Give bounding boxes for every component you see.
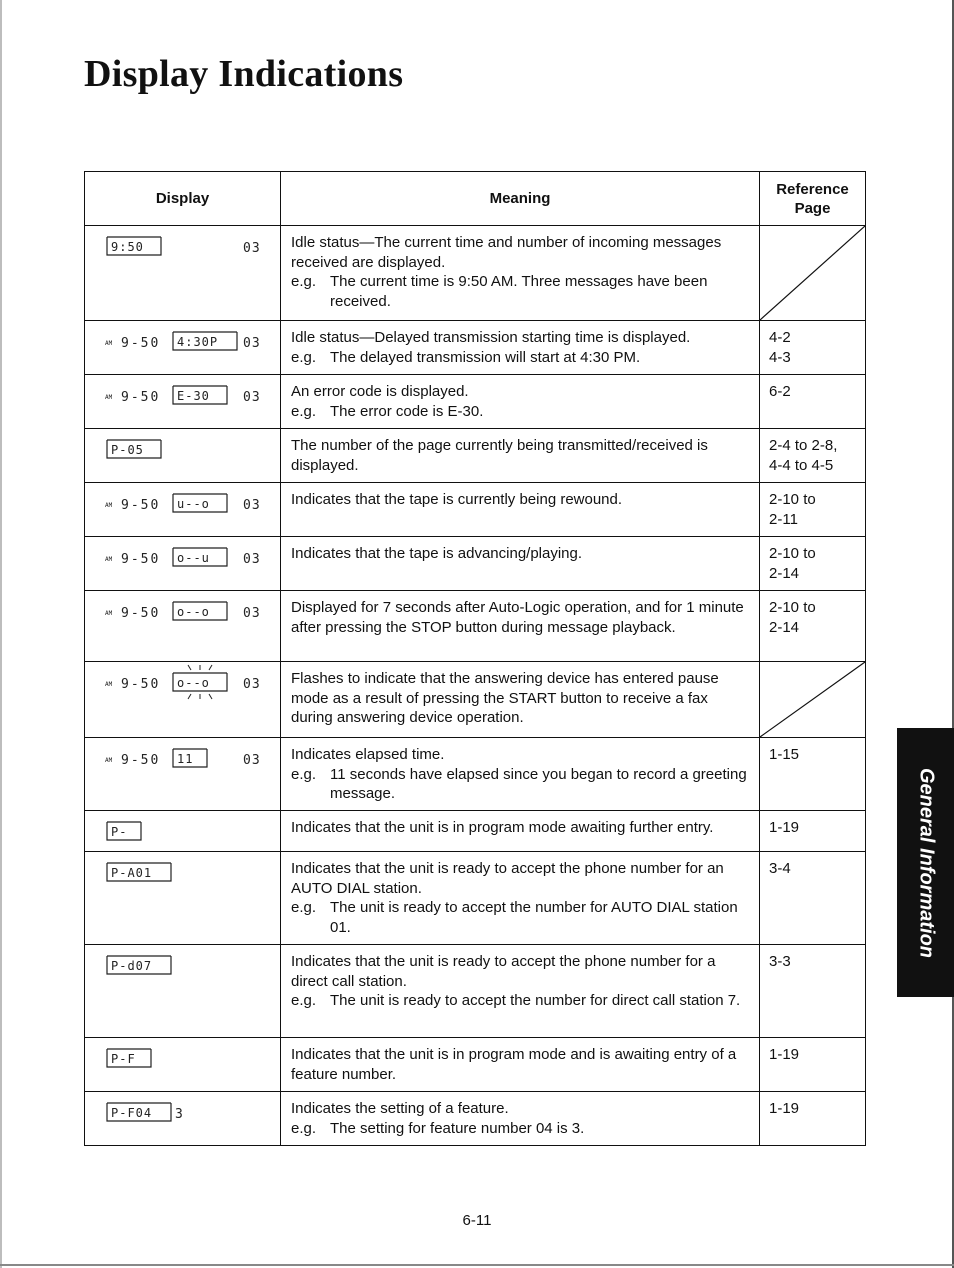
meaning-text: The number of the page currently being transmitted/received is displayed. xyxy=(291,437,708,474)
meaning-text: Displayed for 7 seconds after Auto-Logic operation, and for 1 minute after pressing the STOP button during message playback. xyxy=(291,599,744,636)
reference-cell xyxy=(760,483,866,537)
table-body xyxy=(85,226,866,1146)
display-cell xyxy=(85,375,281,429)
table-row xyxy=(85,738,866,811)
reference-cell xyxy=(760,811,866,852)
lcd-message-count: 03 xyxy=(243,606,261,621)
lcd-message-count: 03 xyxy=(243,390,261,405)
reference-cell xyxy=(760,852,866,945)
lcd-main-text: P-A01 xyxy=(111,866,153,880)
lcd-message-count: 03 xyxy=(243,336,261,351)
lcd-main-text: P- xyxy=(111,825,128,839)
lcd-message-count: 03 xyxy=(243,498,261,513)
meaning-cell xyxy=(281,811,760,852)
display-cell xyxy=(85,852,281,945)
meaning-cell xyxy=(281,1038,760,1092)
example-line xyxy=(291,991,751,1011)
example-text: The setting for feature number 04 is 3. xyxy=(330,1119,585,1137)
lcd-am-indicator: AM xyxy=(105,610,113,617)
reference-page-text: 2-10 to xyxy=(769,545,816,562)
meaning-text: Indicates that the tape is advancing/playing. xyxy=(291,545,583,562)
lcd-message-count: 03 xyxy=(243,677,261,692)
example-label: e.g. xyxy=(291,348,317,366)
reference-page-text: 3-3 xyxy=(769,953,791,970)
section-side-tab xyxy=(897,728,954,997)
example-text: 11 seconds have elapsed since you began to record a greeting message. xyxy=(330,765,747,802)
display-cell xyxy=(85,738,281,811)
example-text: The current time is 9:50 AM. Three messages have been received. xyxy=(330,273,708,310)
lcd-am-indicator: AM xyxy=(105,757,113,764)
lcd-main-text: P-F04 xyxy=(111,1106,153,1120)
example-line xyxy=(291,898,751,937)
header-reference-page-text: Reference Page xyxy=(776,180,849,217)
header-display: Display xyxy=(85,172,281,226)
table-row xyxy=(85,429,866,483)
reference-page-text: 4-4 to 4-5 xyxy=(769,456,834,474)
display-cell xyxy=(85,591,281,662)
lcd-display-8 xyxy=(85,662,281,702)
display-cell xyxy=(85,1092,281,1146)
meaning-cell xyxy=(281,662,760,738)
display-cell xyxy=(85,1038,281,1092)
meaning-text: Idle status—The current time and number of incoming messages received are displayed. xyxy=(291,234,722,271)
reference-page-text: 2-14 xyxy=(769,564,800,582)
meaning-text: Indicates that the tape is currently being rewound. xyxy=(291,491,623,508)
example-line xyxy=(291,272,751,311)
lcd-clock-text: 9-50 xyxy=(121,753,161,768)
lcd-display-11 xyxy=(85,852,281,892)
example-label: e.g. xyxy=(291,992,317,1009)
reference-cell xyxy=(760,537,866,591)
example-text: The unit is ready to accept the number for direct call station 7. xyxy=(330,992,741,1009)
lcd-display-1 xyxy=(85,226,281,266)
reference-cell xyxy=(760,738,866,811)
lcd-message-count: 03 xyxy=(243,753,261,768)
lcd-display-14 xyxy=(85,1092,281,1132)
lcd-display-6 xyxy=(85,537,281,577)
lcd-main-text: P-05 xyxy=(111,443,144,457)
display-indications-table xyxy=(84,171,866,1146)
reference-cell xyxy=(760,375,866,429)
no-reference-diagonal xyxy=(760,226,865,320)
reference-page-text: 1-19 xyxy=(769,819,800,836)
page-left-edge xyxy=(0,0,2,1268)
meaning-cell xyxy=(281,738,760,811)
lcd-display-9 xyxy=(85,738,281,778)
meaning-cell xyxy=(281,321,760,375)
display-cell xyxy=(85,483,281,537)
meaning-cell xyxy=(281,1092,760,1146)
lcd-clock-text: 9-50 xyxy=(121,390,161,405)
reference-cell xyxy=(760,321,866,375)
lcd-display-3 xyxy=(85,375,281,415)
meaning-cell xyxy=(281,537,760,591)
no-reference-diagonal xyxy=(760,662,865,737)
reference-cell xyxy=(760,1038,866,1092)
reference-page-text: 1-19 xyxy=(769,1100,800,1117)
lcd-message-count: 03 xyxy=(243,552,261,567)
example-line xyxy=(291,1119,751,1139)
reference-page-text: 4-3 xyxy=(769,348,791,366)
lcd-main-text: E-30 xyxy=(177,389,210,403)
reference-cell xyxy=(760,226,866,321)
lcd-am-indicator: AM xyxy=(105,556,113,563)
lcd-main-text: P-F xyxy=(111,1052,136,1066)
reference-cell xyxy=(760,591,866,662)
lcd-display-4 xyxy=(85,429,281,469)
table-row xyxy=(85,1092,866,1146)
display-cell xyxy=(85,429,281,483)
reference-page-text: 2-10 to xyxy=(769,491,816,508)
lcd-clock-text: 9-50 xyxy=(121,498,161,513)
reference-page-text: 6-2 xyxy=(769,383,791,400)
display-cell xyxy=(85,226,281,321)
table-row xyxy=(85,1038,866,1092)
example-line xyxy=(291,402,751,422)
meaning-cell xyxy=(281,429,760,483)
reference-page-text: 2-10 to xyxy=(769,599,816,616)
meaning-cell xyxy=(281,591,760,662)
reference-page-text: 2-14 xyxy=(769,618,800,636)
table-row xyxy=(85,375,866,429)
side-tab-label: General Information xyxy=(915,767,937,958)
reference-page-text: 1-19 xyxy=(769,1046,800,1063)
page-title: Display Indications xyxy=(84,53,404,95)
meaning-text: An error code is displayed. xyxy=(291,383,469,400)
table-row xyxy=(85,537,866,591)
reference-cell xyxy=(760,429,866,483)
lcd-clock-text: 9-50 xyxy=(121,606,161,621)
reference-page-text: 3-4 xyxy=(769,860,791,877)
reference-page-text: 2-4 to 2-8, xyxy=(769,437,838,454)
lcd-main-text: u--o xyxy=(177,497,210,511)
example-label: e.g. xyxy=(291,402,317,420)
lcd-am-indicator: AM xyxy=(105,340,113,347)
reference-page-text: 2-11 xyxy=(769,510,798,528)
lcd-main-text: 11 xyxy=(177,752,194,766)
meaning-cell xyxy=(281,375,760,429)
lcd-clock-text: 9-50 xyxy=(121,336,161,351)
meaning-text: Indicates that the unit is ready to accept the phone number for a direct call station. xyxy=(291,953,716,990)
lcd-message-count: 03 xyxy=(243,241,261,256)
page-number: 6-11 xyxy=(462,1212,492,1229)
table-header-row xyxy=(85,172,866,226)
table-row xyxy=(85,321,866,375)
lcd-display-7 xyxy=(85,591,281,631)
table-row xyxy=(85,591,866,662)
example-label: e.g. xyxy=(291,765,317,783)
example-label: e.g. xyxy=(291,1119,317,1137)
lcd-display-10 xyxy=(85,811,281,851)
table-row xyxy=(85,226,866,321)
meaning-cell xyxy=(281,945,760,1038)
meaning-cell xyxy=(281,226,760,321)
example-label: e.g. xyxy=(291,273,317,290)
example-label: e.g. xyxy=(291,899,317,916)
example-text: The error code is E-30. xyxy=(330,402,484,420)
table-row xyxy=(85,945,866,1038)
table-row xyxy=(85,811,866,852)
header-meaning: Meaning xyxy=(281,172,760,226)
meaning-cell xyxy=(281,483,760,537)
lcd-clock-text: 9-50 xyxy=(121,552,161,567)
lcd-am-indicator: AM xyxy=(105,502,113,509)
reference-page-text: 4-2 xyxy=(769,329,791,346)
lcd-display-12 xyxy=(85,945,281,985)
example-line xyxy=(291,765,751,804)
table-row xyxy=(85,662,866,738)
meaning-cell xyxy=(281,852,760,945)
example-line xyxy=(291,348,751,368)
lcd-display-5 xyxy=(85,483,281,523)
meaning-text: Indicates the setting of a feature. xyxy=(291,1100,509,1117)
meaning-text: Indicates that the unit is in program mode and is awaiting entry of a feature number. xyxy=(291,1046,737,1083)
lcd-display-13 xyxy=(85,1038,281,1078)
example-text: The unit is ready to accept the number for AUTO DIAL station 01. xyxy=(330,899,738,936)
lcd-display-2 xyxy=(85,321,281,361)
meaning-text: Idle status—Delayed transmission starting time is displayed. xyxy=(291,329,691,346)
meaning-text: Flashes to indicate that the answering device has entered pause mode as a result of pressing the START button to receive a fax during answering device operation. xyxy=(291,670,719,726)
meaning-text: Indicates that the unit is in program mode awaiting further entry. xyxy=(291,819,714,836)
lcd-main-text: o--o xyxy=(177,605,210,619)
header-reference-page xyxy=(760,172,866,226)
table-row xyxy=(85,852,866,945)
lcd-message-count: 3 xyxy=(175,1107,184,1122)
reference-cell xyxy=(760,1092,866,1146)
lcd-main-text: o--o xyxy=(177,676,210,690)
display-cell xyxy=(85,811,281,852)
lcd-clock-text: 9-50 xyxy=(121,677,161,692)
table-row xyxy=(85,483,866,537)
lcd-main-text: o--u xyxy=(177,551,210,565)
meaning-text: Indicates that the unit is ready to accept the phone number for an AUTO DIAL station. xyxy=(291,860,724,897)
lcd-main-text: P-d07 xyxy=(111,959,153,973)
lcd-main-text: 9:50 xyxy=(111,240,144,254)
reference-cell xyxy=(760,662,866,738)
example-text: The delayed transmission will start at 4:30 PM. xyxy=(330,348,641,366)
lcd-am-indicator: AM xyxy=(105,394,113,401)
reference-cell xyxy=(760,945,866,1038)
display-cell xyxy=(85,945,281,1038)
reference-page-text: 1-15 xyxy=(769,746,800,763)
lcd-main-text: 4:30P xyxy=(177,335,219,349)
display-cell xyxy=(85,662,281,738)
display-cell xyxy=(85,537,281,591)
display-cell xyxy=(85,321,281,375)
meaning-text: Indicates elapsed time. xyxy=(291,746,445,763)
lcd-am-indicator: AM xyxy=(105,681,113,688)
page-bottom-edge xyxy=(0,1264,954,1266)
